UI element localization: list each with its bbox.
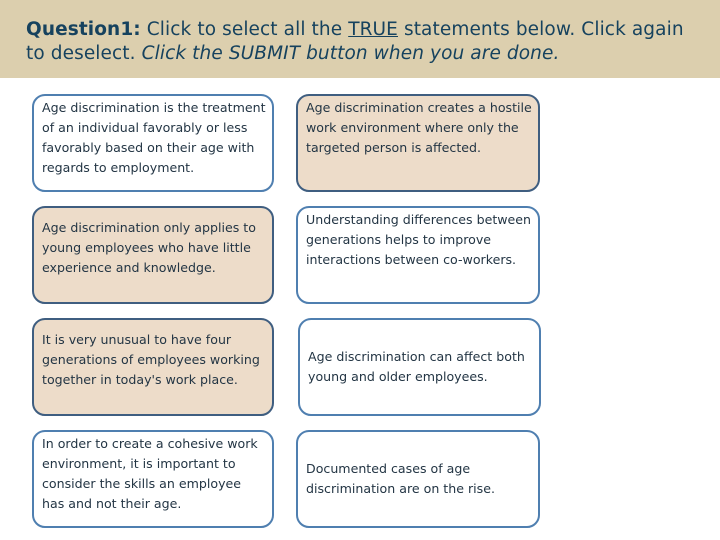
statement-card-cohesive-work-environment[interactable]: [32, 430, 274, 528]
question-prefix: Click to select all the: [140, 19, 349, 40]
question-text: [26, 18, 706, 66]
statement-card-four-generations[interactable]: [32, 318, 274, 416]
statement-card-documented-cases-rising[interactable]: [296, 430, 540, 528]
statement-text: Age discrimination can affect both young and older employees.: [308, 349, 525, 384]
statement-text: Age discrimination is the treatment of an individual favorably or less favorably based on their age with regards to employment.: [42, 100, 266, 175]
statement-card-age-discrimination-definition[interactable]: [32, 94, 274, 192]
question-label: Question1:: [26, 19, 141, 40]
statement-text: Age discrimination creates a hostile work environment where only the targeted person is affected.: [306, 100, 532, 155]
question-instruction: Click the SUBMIT button when you are done.: [141, 43, 560, 64]
statement-card-affects-young-and-older[interactable]: [298, 318, 541, 416]
question-suffix: statements below. Click again to deselect.: [26, 19, 684, 64]
statement-text: Age discrimination only applies to young employees who have little experience and knowledge.: [42, 220, 256, 275]
question-header: [0, 0, 720, 78]
statement-card-only-young-employees[interactable]: [32, 206, 274, 304]
statement-text: Understanding differences between generations helps to improve interactions between co-workers.: [306, 212, 532, 267]
question-true-word: TRUE: [348, 19, 398, 40]
statement-text: It is very unusual to have four generations of employees working together in today's work place.: [42, 332, 260, 387]
statement-card-hostile-work-environment[interactable]: [296, 94, 540, 192]
statement-text: Documented cases of age discrimination are on the rise.: [306, 461, 495, 496]
statement-text: In order to create a cohesive work environment, it is important to consider the skills an employee has and not their age.: [42, 436, 258, 511]
statement-card-understanding-generations[interactable]: [296, 206, 540, 304]
